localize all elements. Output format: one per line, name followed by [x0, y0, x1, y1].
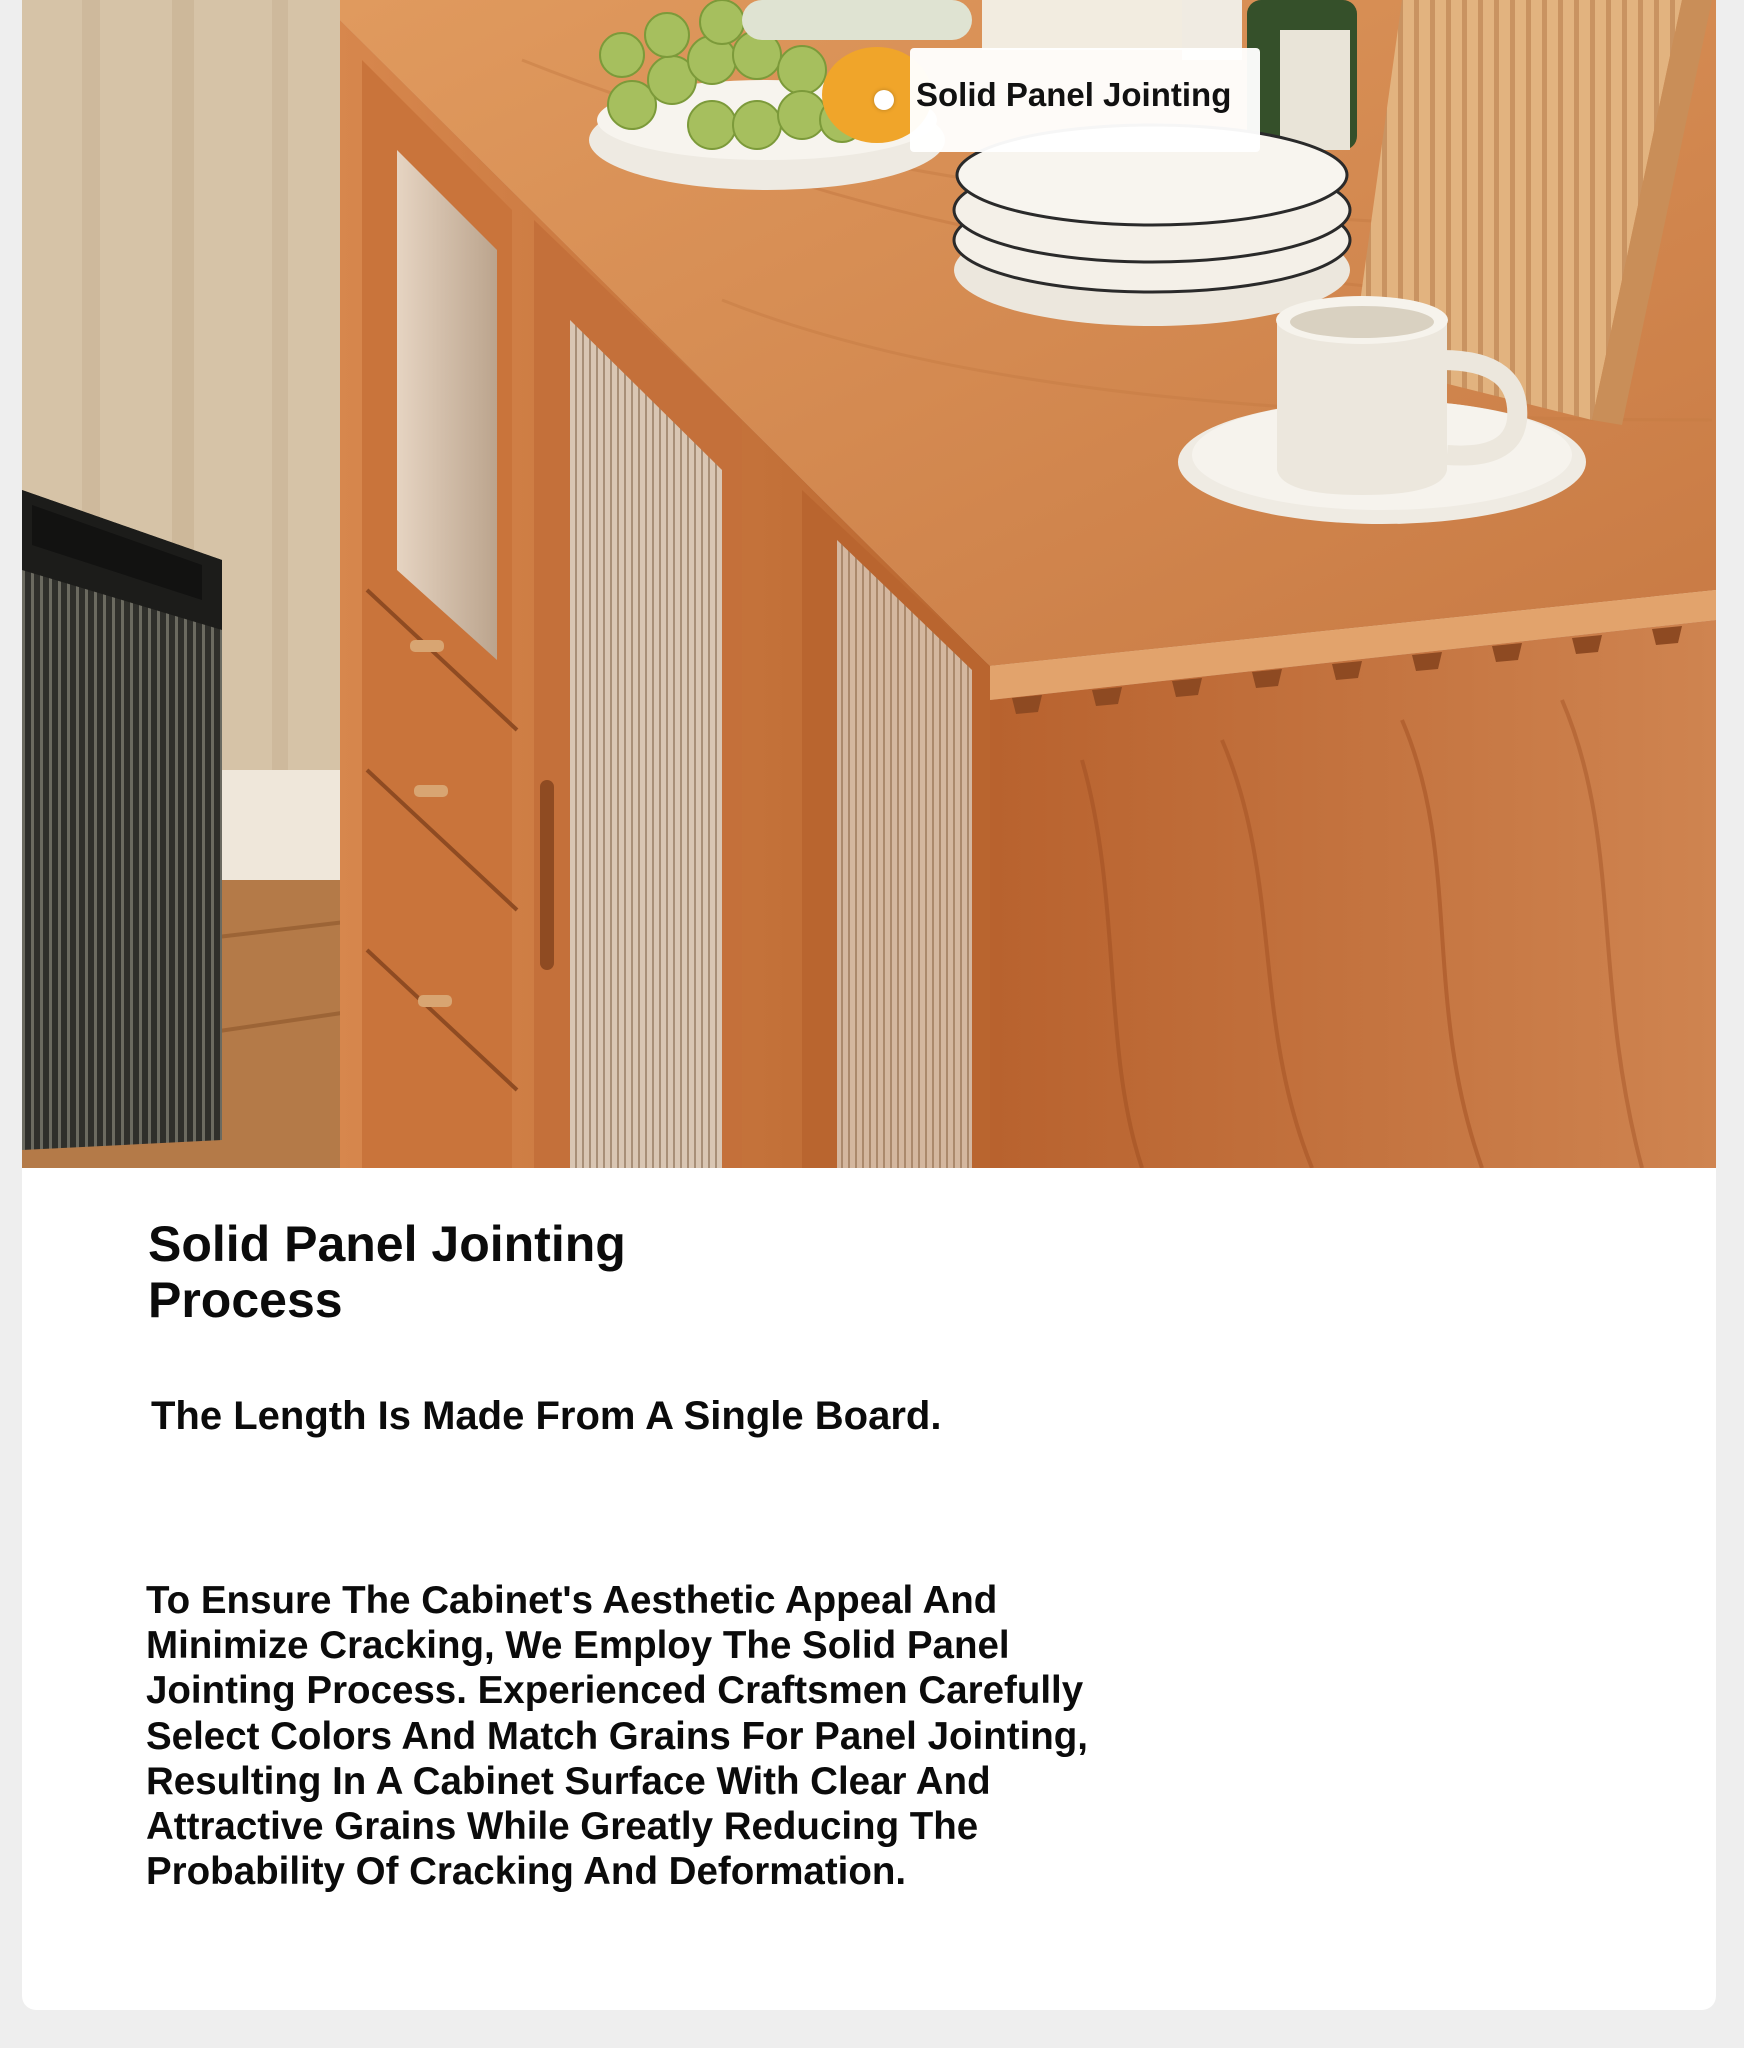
hotspot-dot-icon[interactable]: [874, 90, 894, 110]
solid-panel-jointing-hotspot[interactable]: [874, 48, 1266, 152]
hotspot-label: Solid Panel Jointing: [910, 48, 1260, 152]
section-title: Solid Panel Jointing Process: [148, 1216, 626, 1328]
cabinet-photo: [22, 0, 1716, 1168]
section-description: To Ensure The Cabinet's Aesthetic Appeal And Minimize Cracking, We Employ The Solid Panel Jointing Process. Experienced Craftsmen Carefully Select Colors And Match Grains For Panel Jointing, Resulting In A Cabinet Surface With Clear And Attractive Grains While Greatly Reducing The Probability Of Cracking And Deformation.: [146, 1579, 1088, 1894]
product-detail-card: [22, 0, 1716, 2010]
section-subtitle: The Length Is Made From A Single Board.: [151, 1394, 942, 1438]
